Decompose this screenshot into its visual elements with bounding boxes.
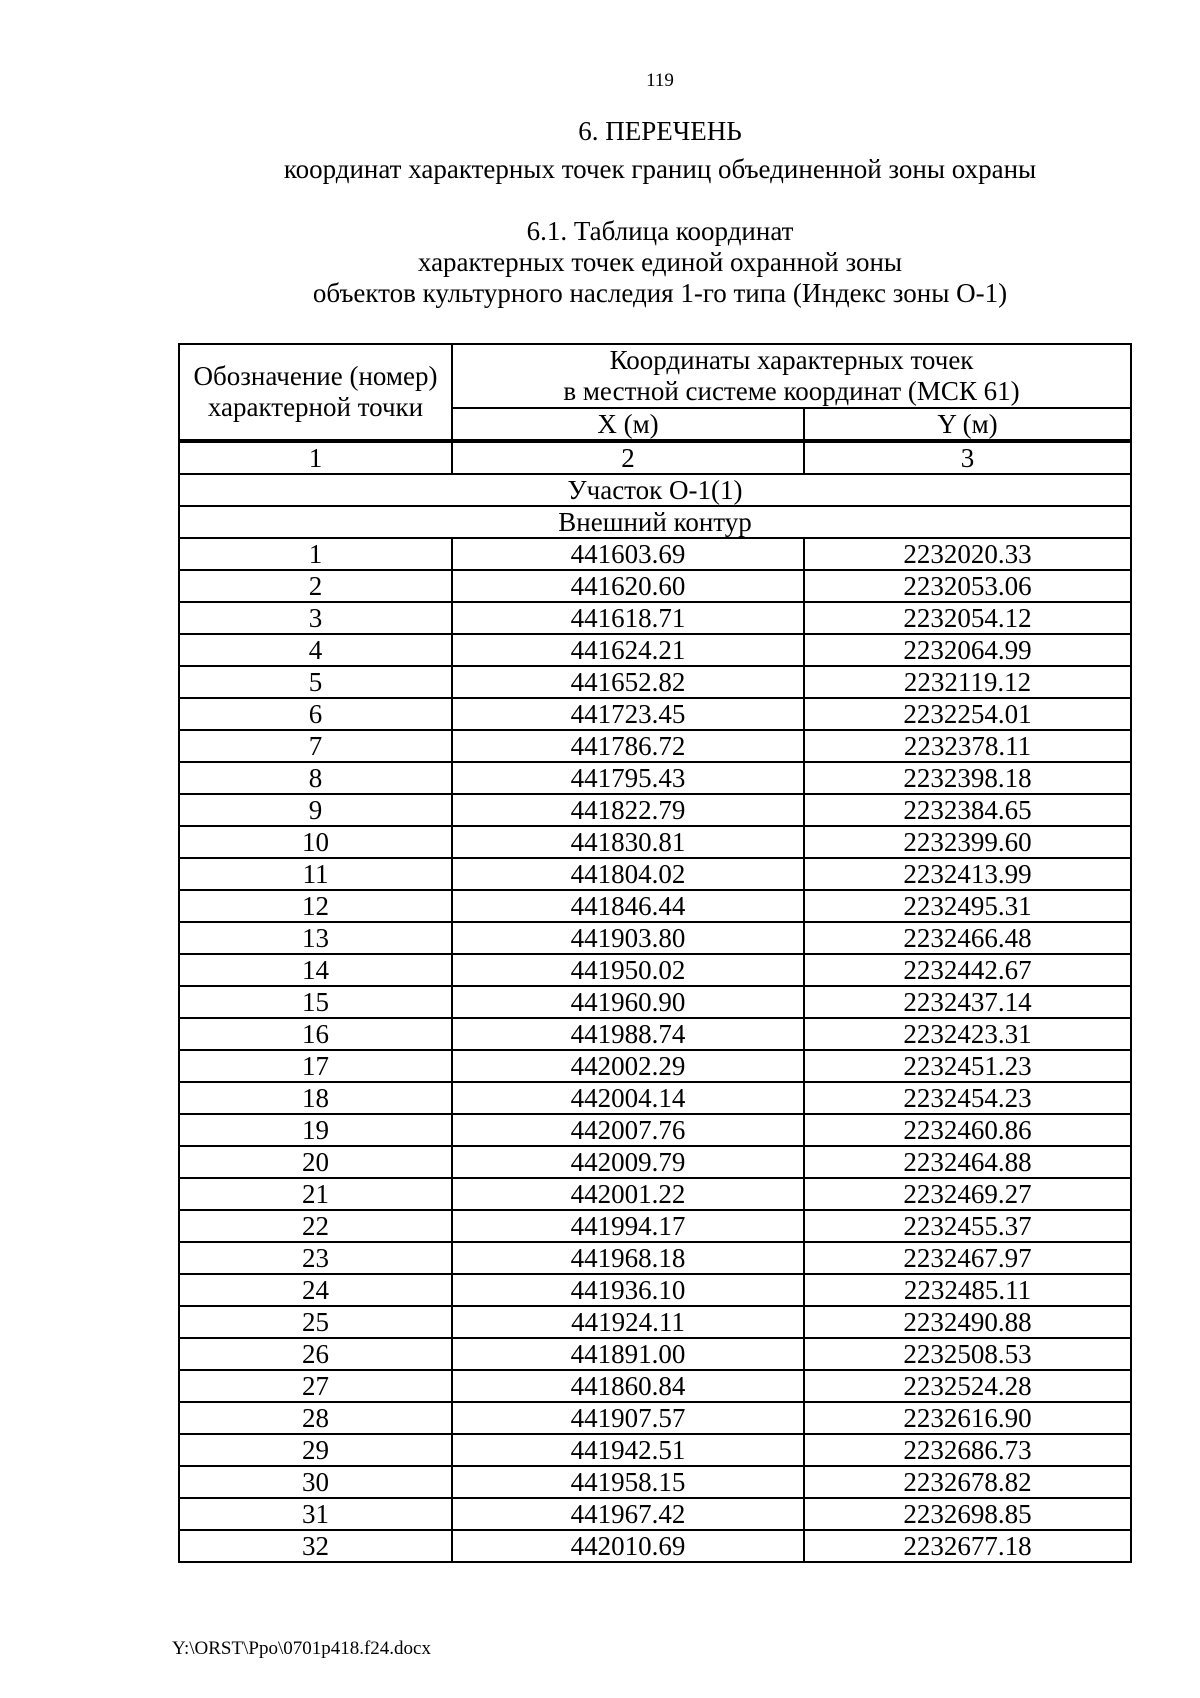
table-row [179,1338,1131,1370]
table-row [179,538,1131,570]
y-coordinate: 2232064.99 [804,634,1131,666]
x-coordinate: 441620.60 [452,570,804,602]
table-row [179,602,1131,634]
x-coordinate: 441903.80 [452,922,804,954]
x-coordinate: 441603.69 [452,538,804,570]
y-coordinate: 2232466.48 [804,922,1131,954]
header-designation [179,344,452,441]
y-coordinate: 2232524.28 [804,1370,1131,1402]
y-coordinate: 2232442.67 [804,954,1131,986]
x-coordinate: 441846.44 [452,890,804,922]
table-row [179,1114,1131,1146]
point-number: 23 [179,1242,452,1274]
point-number: 12 [179,890,452,922]
header-coordinates-line-1: Координаты характерных точек [609,345,974,375]
column-number: 3 [804,441,1131,474]
y-coordinate: 2232413.99 [804,858,1131,890]
point-number: 27 [179,1370,452,1402]
x-coordinate: 441994.17 [452,1210,804,1242]
point-number: 19 [179,1114,452,1146]
page-number: 119 [646,70,674,91]
y-coordinate: 2232469.27 [804,1178,1131,1210]
point-number: 29 [179,1434,452,1466]
point-number: 21 [179,1178,452,1210]
x-coordinate: 441907.57 [452,1402,804,1434]
table-row [179,1370,1131,1402]
x-coordinate: 441942.51 [452,1434,804,1466]
header-x: X (м) [452,408,804,441]
table-row [179,794,1131,826]
table-row [179,762,1131,794]
x-coordinate: 441652.82 [452,666,804,698]
subsection-label: Внешний контур [179,506,1131,538]
table-row [179,1210,1131,1242]
point-number: 30 [179,1466,452,1498]
x-coordinate: 441804.02 [452,858,804,890]
x-coordinate: 441960.90 [452,986,804,1018]
point-number: 14 [179,954,452,986]
x-coordinate: 441891.00 [452,1338,804,1370]
table-row [179,1466,1131,1498]
y-coordinate: 2232454.23 [804,1082,1131,1114]
point-number: 31 [179,1498,452,1530]
x-coordinate: 441968.18 [452,1242,804,1274]
y-coordinate: 2232378.11 [804,730,1131,762]
x-coordinate: 441830.81 [452,826,804,858]
table-row [179,1242,1131,1274]
table-row [179,1178,1131,1210]
y-coordinate: 2232467.97 [804,1242,1131,1274]
x-coordinate: 441723.45 [452,698,804,730]
y-coordinate: 2232455.37 [804,1210,1131,1242]
table-caption-line-1: 6.1. Таблица координат [526,216,794,246]
table-row [179,1402,1131,1434]
table-row [179,954,1131,986]
table-row [179,1146,1131,1178]
table-row [179,1498,1131,1530]
point-number: 7 [179,730,452,762]
point-number: 10 [179,826,452,858]
table-row [179,1306,1131,1338]
x-coordinate: 441936.10 [452,1274,804,1306]
point-number: 26 [179,1338,452,1370]
table-row [179,858,1131,890]
point-number: 4 [179,634,452,666]
y-coordinate: 2232399.60 [804,826,1131,858]
table-caption-line-3: объектов культурного наследия 1-го типа (Индекс зоны О-1) [312,278,1008,308]
x-coordinate: 442009.79 [452,1146,804,1178]
y-coordinate: 2232485.11 [804,1274,1131,1306]
header-designation-line-1: Обозначение (номер) [193,361,438,391]
y-coordinate: 2232054.12 [804,602,1131,634]
x-coordinate: 441924.11 [452,1306,804,1338]
y-coordinate: 2232678.82 [804,1466,1131,1498]
point-number: 9 [179,794,452,826]
point-number: 2 [179,570,452,602]
point-number: 8 [179,762,452,794]
table-row [179,634,1131,666]
table-row [179,826,1131,858]
header-coordinates [452,344,1131,408]
table-header-row [179,344,1131,408]
document-title-sub: координат характерных точек границ объединенной зоны охраны [283,154,1037,184]
table-row [179,890,1131,922]
x-coordinate: 442007.76 [452,1114,804,1146]
x-coordinate: 441967.42 [452,1498,804,1530]
table-row [179,1018,1131,1050]
table-row [179,730,1131,762]
table-row [179,1082,1131,1114]
x-coordinate: 442004.14 [452,1082,804,1114]
x-coordinate: 441795.43 [452,762,804,794]
table-row [179,922,1131,954]
point-number: 32 [179,1530,452,1562]
x-coordinate: 441950.02 [452,954,804,986]
y-coordinate: 2232423.31 [804,1018,1131,1050]
point-number: 20 [179,1146,452,1178]
x-coordinate: 441958.15 [452,1466,804,1498]
column-number: 1 [179,441,452,474]
y-coordinate: 2232119.12 [804,666,1131,698]
coordinates-table [178,343,1132,1563]
y-coordinate: 2232495.31 [804,890,1131,922]
point-number: 1 [179,538,452,570]
y-coordinate: 2232464.88 [804,1146,1131,1178]
y-coordinate: 2232686.73 [804,1434,1131,1466]
table-row [179,698,1131,730]
header-y: Y (м) [804,408,1131,441]
document-title: 6. ПЕРЕЧЕНЬ [578,116,742,146]
y-coordinate: 2232698.85 [804,1498,1131,1530]
y-coordinate: 2232384.65 [804,794,1131,826]
table-row [179,1434,1131,1466]
point-number: 24 [179,1274,452,1306]
x-coordinate: 441618.71 [452,602,804,634]
point-number: 5 [179,666,452,698]
x-coordinate: 442010.69 [452,1530,804,1562]
point-number: 15 [179,986,452,1018]
point-number: 13 [179,922,452,954]
header-coordinates-line-2: в местной системе координат (МСК 61) [563,376,1020,406]
point-number: 22 [179,1210,452,1242]
point-number: 25 [179,1306,452,1338]
table-caption-line-2: характерных точек единой охранной зоны [417,247,903,277]
table-row [179,666,1131,698]
table-row [179,986,1131,1018]
point-number: 18 [179,1082,452,1114]
y-coordinate: 2232677.18 [804,1530,1131,1562]
y-coordinate: 2232616.90 [804,1402,1131,1434]
y-coordinate: 2232053.06 [804,570,1131,602]
x-coordinate: 441822.79 [452,794,804,826]
table-row [179,1530,1131,1562]
x-coordinate: 441860.84 [452,1370,804,1402]
footer-file-path: Y:\ORST\Ppo\0701p418.f24.docx [172,1638,431,1659]
point-number: 17 [179,1050,452,1082]
x-coordinate: 442002.29 [452,1050,804,1082]
y-coordinate: 2232437.14 [804,986,1131,1018]
x-coordinate: 441988.74 [452,1018,804,1050]
y-coordinate: 2232460.86 [804,1114,1131,1146]
point-number: 28 [179,1402,452,1434]
y-coordinate: 2232508.53 [804,1338,1131,1370]
table-row [179,570,1131,602]
point-number: 3 [179,602,452,634]
y-coordinate: 2232254.01 [804,698,1131,730]
y-coordinate: 2232451.23 [804,1050,1131,1082]
y-coordinate: 2232398.18 [804,762,1131,794]
column-numbers-row [179,441,1131,474]
table-row [179,1050,1131,1082]
y-coordinate: 2232490.88 [804,1306,1131,1338]
y-coordinate: 2232020.33 [804,538,1131,570]
section-row [179,474,1131,506]
point-number: 16 [179,1018,452,1050]
x-coordinate: 441786.72 [452,730,804,762]
x-coordinate: 441624.21 [452,634,804,666]
section-label: Участок О-1(1) [179,474,1131,506]
subsection-row [179,506,1131,538]
x-coordinate: 442001.22 [452,1178,804,1210]
point-number: 6 [179,698,452,730]
column-number: 2 [452,441,804,474]
point-number: 11 [179,858,452,890]
header-designation-line-2: характерной точки [207,392,424,422]
table-row [179,1274,1131,1306]
